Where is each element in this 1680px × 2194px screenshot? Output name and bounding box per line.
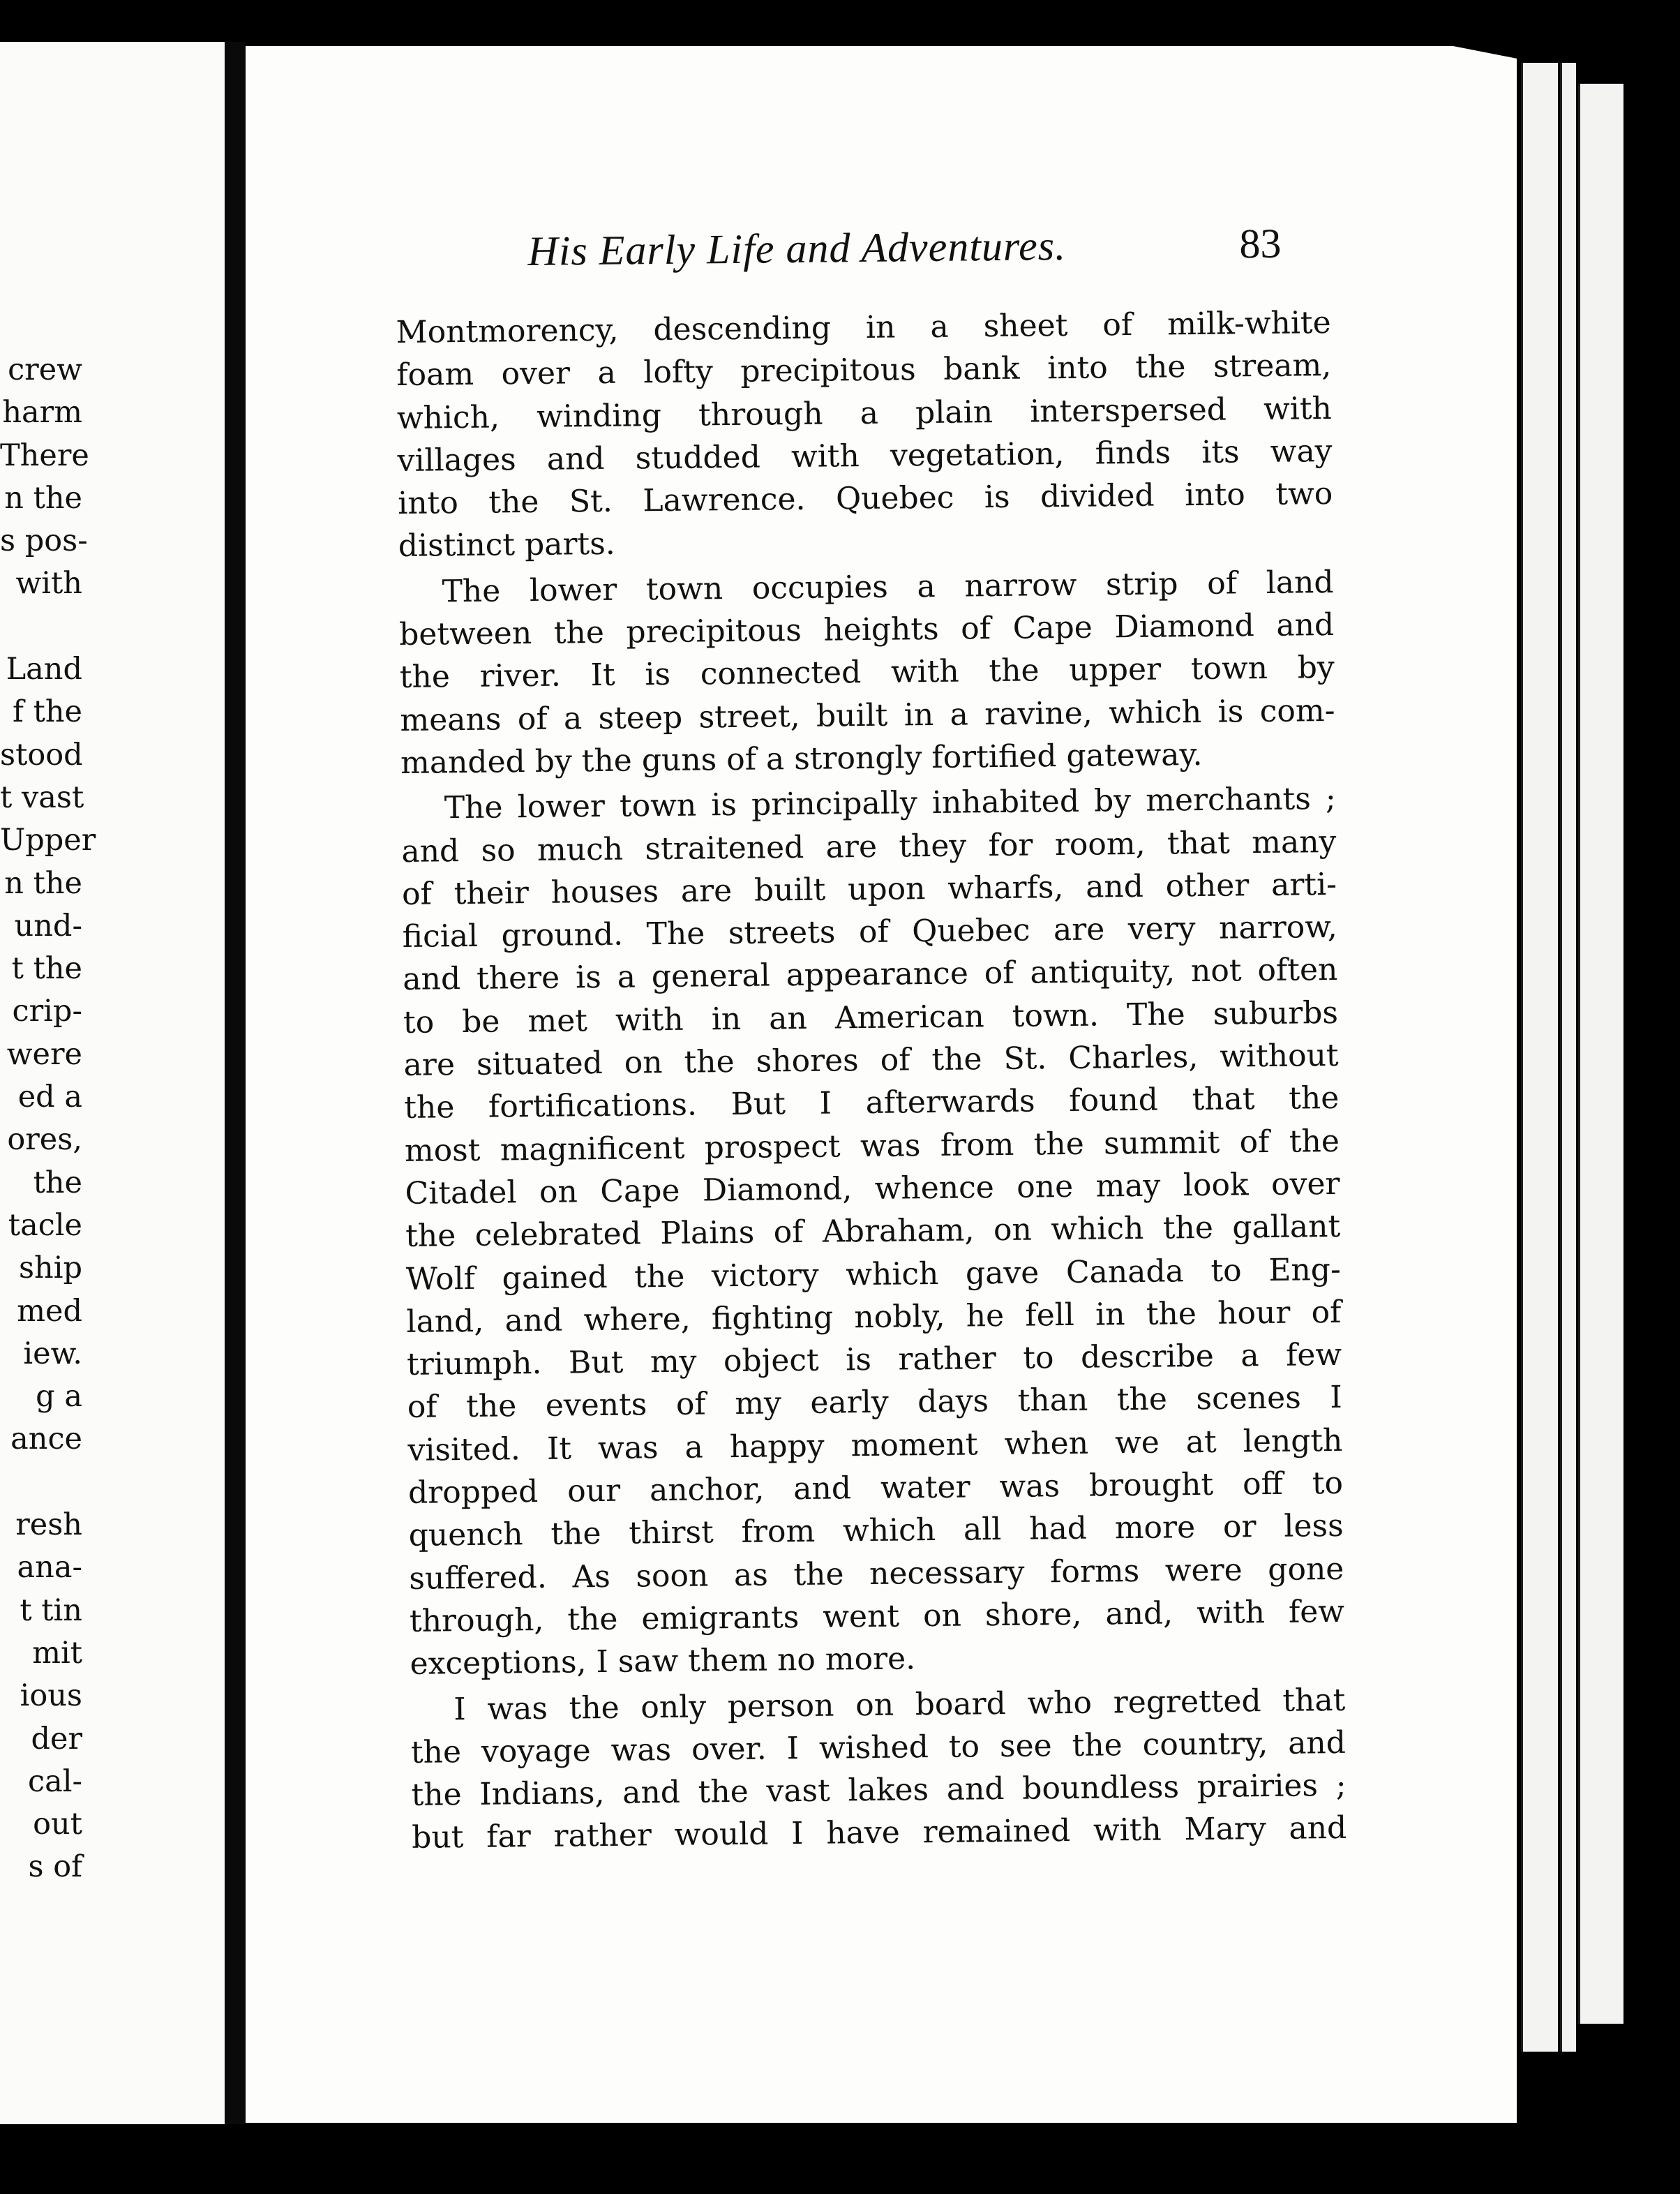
text-line: the Indians, and the vast lakes and boundless prairies ; bbox=[411, 1767, 1347, 1813]
left-page-line-fragment: med bbox=[17, 1293, 82, 1329]
left-page-line-fragment: tacle bbox=[8, 1207, 82, 1243]
text-line: visited. It was a happy moment when we at length bbox=[407, 1422, 1343, 1468]
left-page-line-fragment: s of bbox=[28, 1849, 82, 1885]
left-page-text-fragments bbox=[0, 349, 96, 1889]
left-page-line-fragment: There bbox=[0, 438, 89, 473]
text-line: Citadel on Cape Diamond, whence one may look over bbox=[405, 1165, 1340, 1211]
left-page-line-fragment: ed a bbox=[17, 1080, 82, 1115]
text-line: foam over a lofty precipitous bank into the stream, bbox=[396, 348, 1332, 394]
text-line: and there is a general appearance of antiquity, not often bbox=[403, 952, 1338, 998]
page-edge bbox=[1578, 84, 1623, 2024]
body-text bbox=[396, 301, 1347, 1860]
left-page-line-fragment: mit bbox=[32, 1635, 82, 1671]
text-line: which, winding through a plain interspersed with bbox=[396, 390, 1333, 436]
left-fragment-gap bbox=[0, 1461, 82, 1504]
text-line: between the precipitous heights of Cape Diamond and bbox=[398, 607, 1335, 653]
text-line: but far rather would I have remained with Mary and bbox=[411, 1810, 1347, 1856]
text-line: ficial ground. The streets of Quebec are very narrow, bbox=[402, 909, 1337, 955]
text-line: distinct parts. bbox=[398, 526, 616, 565]
text-line: villages and studded with vegetation, finds its way bbox=[397, 433, 1333, 479]
left-page-line-fragment: g a bbox=[36, 1379, 82, 1415]
text-line: to be met with in an American town. The suburbs bbox=[403, 994, 1339, 1040]
page-number: 83 bbox=[1239, 220, 1282, 267]
left-page-line-fragment: n the bbox=[4, 865, 82, 901]
text-line: means of a steep street, built in a ravine, which is com- bbox=[400, 692, 1335, 738]
text-line: Wolf gained the victory which gave Canada to Eng- bbox=[405, 1251, 1342, 1297]
left-page-line-fragment: with bbox=[15, 566, 82, 602]
left-page-line-fragment: iew. bbox=[23, 1336, 82, 1371]
text-line: the celebrated Plains of Abraham, on which the gallant bbox=[405, 1209, 1341, 1255]
page-edge bbox=[1521, 63, 1558, 2052]
running-head-title: His Early Life and Adventures. bbox=[527, 222, 1067, 275]
paragraph bbox=[410, 1678, 1347, 1859]
paragraph bbox=[396, 301, 1333, 568]
running-head bbox=[395, 212, 1330, 292]
left-page-line-fragment: crew bbox=[8, 352, 82, 387]
book-gutter bbox=[225, 42, 246, 2124]
page-content bbox=[395, 212, 1347, 1860]
text-line: most magnificent prospect was from the summit of the bbox=[404, 1123, 1340, 1169]
left-page-line-fragment: stood bbox=[0, 737, 83, 773]
left-page-line-fragment: the bbox=[33, 1165, 82, 1200]
left-page-line-fragment: resh bbox=[15, 1507, 82, 1543]
left-page-line-fragment: f the bbox=[12, 694, 82, 730]
left-page-line-fragment: ship bbox=[18, 1251, 82, 1286]
text-line: The lower town is principally inhabited by merchants ; bbox=[444, 781, 1336, 826]
text-line: are situated on the shores of the St. Charles, without bbox=[403, 1037, 1339, 1083]
left-page-line-fragment: s pos- bbox=[0, 523, 88, 559]
text-line: into the St. Lawrence. Quebec is divided into two bbox=[397, 476, 1333, 522]
left-page-line-fragment: ious bbox=[20, 1678, 82, 1714]
left-page-line-fragment: und- bbox=[14, 908, 82, 943]
left-page-line-fragment: crip- bbox=[12, 994, 82, 1029]
left-facing-page bbox=[0, 42, 229, 2124]
text-line: the river. It is connected with the upper town by bbox=[399, 650, 1335, 696]
left-page-line-fragment: t the bbox=[11, 951, 82, 987]
left-fragment-gap bbox=[0, 606, 82, 648]
left-page-line-fragment: ores, bbox=[7, 1122, 82, 1158]
text-line: manded by the guns of a strongly fortified gateway. bbox=[400, 736, 1203, 781]
left-page-line-fragment: n the bbox=[4, 480, 82, 516]
paragraph bbox=[398, 561, 1335, 784]
left-page-line-fragment: der bbox=[31, 1721, 82, 1756]
text-line: I was the only person on board who regretted that bbox=[453, 1682, 1346, 1727]
left-page-line-fragment: harm bbox=[2, 395, 82, 431]
text-line: The lower town occupies a narrow strip of land bbox=[442, 564, 1334, 610]
left-page-line-fragment: ance bbox=[10, 1421, 82, 1457]
page-edge bbox=[1560, 63, 1576, 2052]
text-line: suffered. As soon as the necessary forms were gone bbox=[409, 1551, 1344, 1597]
text-line: through, the emigrants went on shore, and, with few bbox=[409, 1593, 1345, 1639]
text-line: of the events of my early days than the scenes I bbox=[407, 1380, 1342, 1426]
left-page-line-fragment: ana- bbox=[17, 1550, 82, 1585]
text-line: the fortifications. But I afterwards found that the bbox=[404, 1080, 1340, 1126]
paragraph bbox=[400, 777, 1344, 1685]
text-line: exceptions, I saw them no more. bbox=[410, 1641, 916, 1682]
text-line: Montmorency, descending in a sheet of milk-white bbox=[396, 304, 1331, 350]
text-line: land, and where, fighting nobly, he fell in the hour of bbox=[406, 1294, 1342, 1340]
text-line: and so much straitened are they for room, that many bbox=[401, 823, 1337, 870]
text-line: quench the thirst from which all had more or less bbox=[408, 1508, 1344, 1554]
text-line: dropped our anchor, and water was brought off to bbox=[407, 1465, 1344, 1511]
left-page-line-fragment: were bbox=[6, 1036, 82, 1072]
text-line: the voyage was over. I wished to see the country, and bbox=[410, 1724, 1347, 1770]
left-page-line-fragment: Land bbox=[6, 652, 82, 687]
left-page-line-fragment: t tin bbox=[20, 1592, 82, 1628]
left-page-line-fragment: out bbox=[33, 1807, 82, 1842]
left-page-line-fragment: Upper bbox=[0, 823, 96, 858]
left-page-line-fragment: cal- bbox=[27, 1763, 82, 1799]
left-page-line-fragment: t vast bbox=[0, 779, 84, 815]
text-line: triumph. But my object is rather to describe a few bbox=[406, 1337, 1342, 1383]
text-line: of their houses are built upon wharfs, and other arti- bbox=[401, 866, 1337, 912]
